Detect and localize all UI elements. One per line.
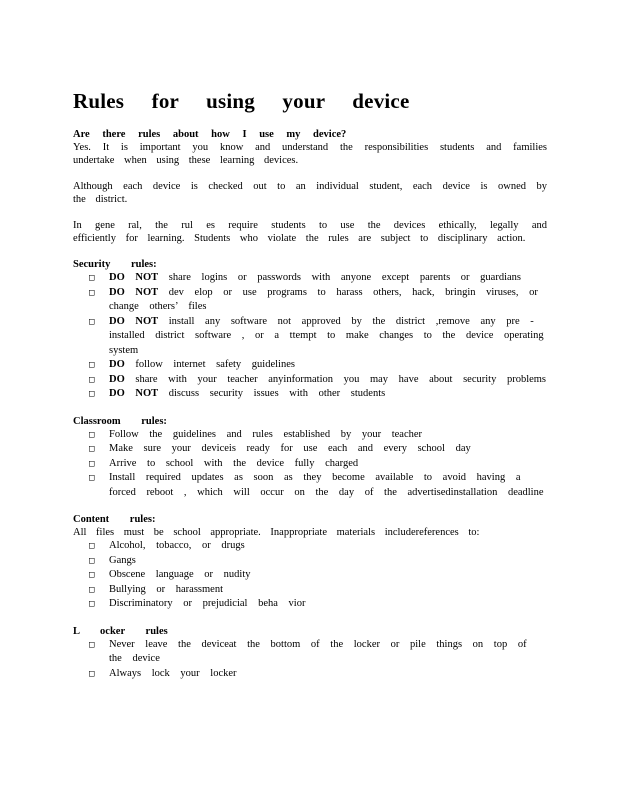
list-item bbox=[73, 387, 547, 402]
list-item bbox=[73, 597, 547, 612]
list-item bbox=[73, 286, 547, 315]
list-item bbox=[73, 373, 547, 388]
bullet-icon: □ bbox=[89, 668, 95, 679]
list-item-text: dev elop or use programs to harass others, hack, bringin viruses, or change others’ files bbox=[109, 286, 538, 312]
list-item bbox=[73, 358, 547, 373]
bullet-icon: □ bbox=[89, 429, 95, 440]
page-title: Rules for using your device bbox=[73, 89, 410, 113]
list-item bbox=[73, 271, 547, 286]
document-page bbox=[73, 88, 547, 694]
intro-paragraph-3: In gene ral, the rul es require students to use the devices ethically, legally and efficiently for learning. Students who violate the rules are subject to disciplinary action. bbox=[73, 220, 547, 244]
list-item bbox=[73, 471, 547, 500]
bullet-icon: □ bbox=[89, 360, 95, 370]
classroom-list bbox=[73, 428, 547, 501]
bullet-icon: □ bbox=[89, 599, 95, 609]
content-heading: Content rules: bbox=[73, 514, 156, 525]
list-item bbox=[73, 638, 547, 667]
bullet-icon: □ bbox=[89, 458, 95, 469]
list-item-text: Arrive to school with the device fully charged bbox=[109, 457, 359, 469]
list-item-text: install any software not approved by the district ,remove any pre -installed district software , or a ttempt to make changes to the device operating system bbox=[109, 315, 544, 356]
intro-paragraph-2: Although each device is checked out to an individual student, each device is owned by the district. bbox=[73, 181, 547, 205]
list-item bbox=[73, 568, 547, 583]
list-item bbox=[73, 554, 547, 569]
list-item bbox=[73, 315, 547, 359]
list-item-text: Make sure your deviceis ready for use each and every school day bbox=[109, 443, 471, 454]
list-item-text: share logins or passwords with anyone except parents or guardians bbox=[168, 272, 521, 283]
list-item bbox=[73, 442, 547, 457]
bullet-icon: □ bbox=[89, 287, 95, 298]
classroom-heading: Classroom rules: bbox=[73, 415, 167, 427]
list-item-text: Obscene language or nudity bbox=[109, 569, 251, 580]
list-item-text: share with your teacher anyinformation you may have about security problems bbox=[135, 373, 547, 385]
emphasis: DO bbox=[109, 373, 125, 385]
content-list bbox=[73, 539, 547, 612]
list-item-text: Bullying or harassment bbox=[109, 583, 223, 595]
list-item-text: Gangs bbox=[109, 554, 136, 566]
intro-paragraph-1: Yes. It is important you know and understand the responsibilities students and families undertake when using these learning devices. bbox=[73, 142, 547, 166]
bullet-icon: □ bbox=[89, 584, 95, 595]
emphasis: DO bbox=[109, 359, 125, 370]
locker-heading: L ocker rules bbox=[73, 625, 168, 637]
emphasis: DO NOT bbox=[109, 272, 159, 283]
bullet-icon: □ bbox=[89, 555, 95, 566]
emphasis: DO NOT bbox=[109, 315, 159, 327]
list-item-text: discuss security issues with other students bbox=[168, 388, 386, 399]
bullet-icon: □ bbox=[89, 570, 95, 580]
list-item bbox=[73, 583, 547, 598]
list-item-text: Always lock your locker bbox=[109, 667, 237, 679]
bullet-icon: □ bbox=[89, 473, 95, 483]
bullet-icon: □ bbox=[89, 639, 95, 650]
list-item bbox=[73, 457, 547, 472]
bullet-icon: □ bbox=[89, 541, 95, 551]
intro-question: Are there rules about how I use my device? bbox=[73, 129, 347, 140]
bullet-icon: □ bbox=[89, 389, 95, 399]
bullet-icon: □ bbox=[89, 316, 95, 327]
security-heading: Security rules: bbox=[73, 259, 157, 270]
bullet-icon: □ bbox=[89, 273, 95, 283]
list-item bbox=[73, 539, 547, 554]
list-item-text: Install required updates as soon as they become available to avoid having a forced reboot , which will occur on the day of the advertisedinstallation deadline bbox=[109, 472, 544, 498]
list-item-text: Follow the guidelines and rules established by your teacher bbox=[109, 428, 423, 440]
list-item bbox=[73, 428, 547, 443]
emphasis: DO NOT bbox=[109, 286, 159, 298]
list-item-text: Discriminatory or prejudicial beha vior bbox=[109, 598, 306, 609]
locker-list bbox=[73, 638, 547, 682]
list-item-text: Never leave the deviceat the bottom of the locker or pile things on top of the device bbox=[109, 638, 527, 664]
list-item-text: Alcohol, tobacco, or drugs bbox=[109, 540, 245, 551]
security-list bbox=[73, 271, 547, 402]
list-item bbox=[73, 667, 547, 682]
bullet-icon: □ bbox=[89, 444, 95, 454]
emphasis: DO NOT bbox=[109, 388, 159, 399]
bullet-icon: □ bbox=[89, 374, 95, 385]
list-item-text: follow internet safety guidelines bbox=[135, 359, 295, 370]
content-lead: All files must be school appropriate. Inappropriate materials includereferences to: bbox=[73, 527, 480, 538]
